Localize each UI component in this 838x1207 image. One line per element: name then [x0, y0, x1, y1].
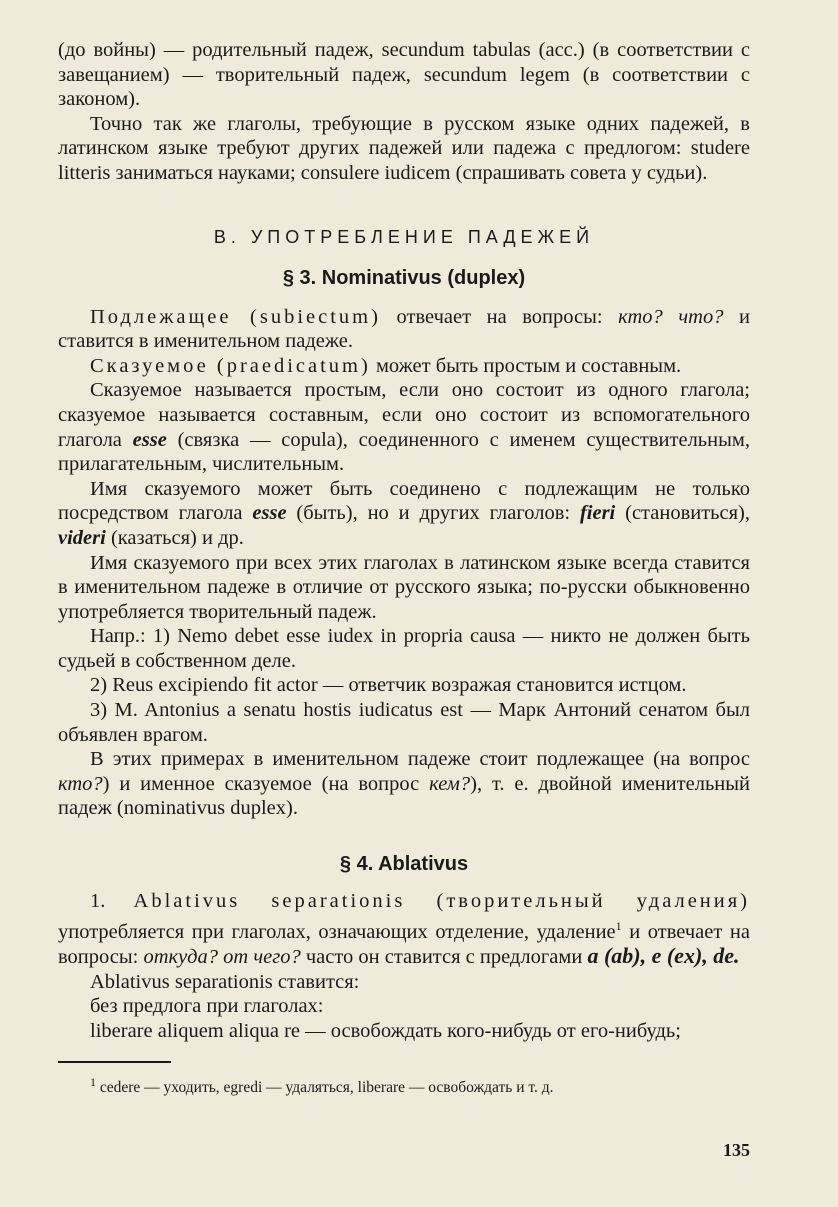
paragraph-duplex: В этих примерах в именительном падеже стоит подлежащее (на вопрос кто?) и именное сказуемое (на вопрос кем?), т. е. двойной именительный падеж (nominativus duplex).: [58, 748, 751, 820]
term-praedicatum: Сказуемое (praedicatum): [90, 354, 371, 377]
word-esse: esse: [252, 502, 287, 525]
section-3-heading: § 3. Nominativus (duplex): [282, 266, 526, 289]
paragraph-copula-verbs: Имя сказуемого может быть соединено с подлежащим не только посредством глагола esse (быть), но и других глаголов: fieri (становиться), videri (казаться) и др.: [58, 477, 751, 549]
paragraph-placement: Ablativus separationis ставится:: [90, 970, 360, 993]
paragraph-predicate: Сказуемое (praedicatum) может быть простым и составным.: [90, 354, 682, 377]
paragraph-predicate-types: Сказуемое называется простым, если оно состоит из одного глагола; сказуемое называется составным, если оно состоит из вспомогательного глагола esse (связка — copula), соединенного с именем существительным, прилагательным, числительным.: [58, 379, 750, 476]
section-4-heading: § 4. Ablativus: [339, 853, 469, 876]
part-heading: В. УПОТРЕБЛЕНИЕ ПАДЕЖЕЙ: [213, 226, 595, 247]
word-fieri: fieri: [579, 502, 616, 525]
page-number: 135: [723, 1140, 750, 1160]
example-3: 3) M. Antonius a senatu hostis iudicatus est — Марк Антоний сенатом был объявлен врагом.: [58, 699, 750, 746]
paragraph-2: Точно так же глаголы, требующие в русском языке одних падежей, в латинском языке требуют других падежей или падежа с предлогом: studere litteris заниматься науками; consulere iudicem (спрашивать совета у судьи).: [58, 112, 750, 184]
word-videri: videri: [58, 526, 106, 549]
paragraph-nominative-rule: Имя сказуемого при всех этих глаголах в латинском языке всегда ставится в именительном падеже в отличие от русского языка; по-русски обыкновенно употребляется творительный падеж.: [58, 551, 750, 623]
paragraph-1: (до войны) — родительный падеж, secundum tabulas (acc.) (в соответствии с завещанием) — творительный падеж, secundum legem (в соответствии с законом).: [58, 39, 750, 111]
term-ablativus-separationis: Ablativus separationis (творительный удаления): [133, 890, 751, 913]
paragraph-without-preposition: без предлога при глаголах:: [90, 995, 324, 1018]
question-otkuda: откуда? от чего?: [143, 946, 301, 969]
example-1: Напр.: 1) Nemo debet esse iudex in propria causa — никто не должен быть судьей в собственном деле.: [58, 625, 750, 672]
paragraph-separationis: 1. Ablativus separationis (творительный удаления) употребляется при глаголах, означающих отделение, удаление$^1$ и отвечает на вопросы: откуда? от чего? часто он ставится с предлогами a (ab), e (ex), de.: [58, 890, 751, 969]
footnote-divider: [58, 1061, 171, 1063]
example-2: 2) Reus excipiendo fit actor — ответчик возражая становится истцом.: [90, 674, 687, 697]
question-kto: кто?: [58, 772, 103, 795]
question-kto-chto: кто? что?: [618, 305, 724, 328]
word-esse: esse: [132, 428, 167, 451]
term-subiectum: Подлежащее (subiectum): [90, 305, 381, 328]
footnote: $^1$ cedere — уходить, egredi — удаляться, liberare — освобождать и т. д.: [90, 1075, 554, 1097]
paragraph-subject: Подлежащее (subiectum) отвечает на вопросы: кто? что? и ставится в именительном падеже.: [58, 305, 750, 353]
prepositions: a (ab), e (ex), de.: [587, 943, 740, 969]
question-kem: кем?: [429, 772, 471, 795]
footnote-marker: 1: [615, 918, 622, 933]
paragraph-liberare: liberare aliquem aliqua re — освобождать кого-нибудь от его-нибудь;: [90, 1019, 681, 1042]
